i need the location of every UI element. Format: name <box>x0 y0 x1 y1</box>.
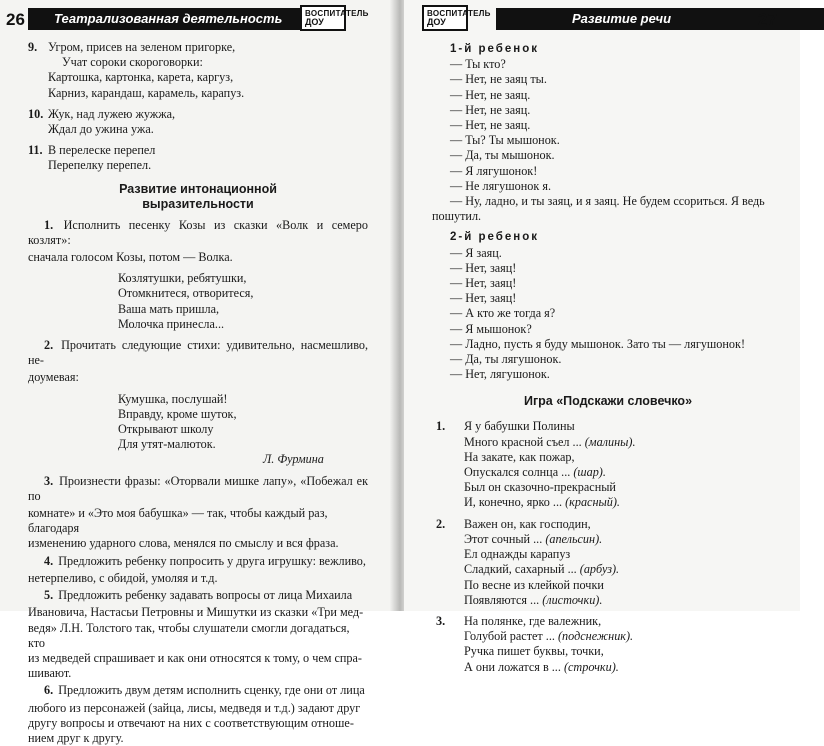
task-text: сначала голосом Козы, потом — Волка. <box>28 250 233 265</box>
task-text: нетерпеливо, с обидой, умоляя и т.д. <box>28 570 218 585</box>
riddle-text: Важен он, как господин, <box>464 516 591 531</box>
page-number: 27 <box>758 10 777 29</box>
game-heading: Игра «Подскажи словечко» <box>523 394 693 409</box>
verse-line: Угром, присев на зеленом пригорке, <box>48 40 236 54</box>
item-number: 11. <box>28 143 43 158</box>
journal-logo <box>300 5 369 31</box>
task-text: любого из персонажей (зайца, лисы, медведя и т.д.) задают друг <box>28 700 361 715</box>
task-text: комнате» и «Это моя бабушка» — так, чтобы каждый раз, благодаря <box>28 506 328 536</box>
verse-line: Кумушка, послушай! <box>118 391 228 406</box>
dialogue-line: — Нет, не заяц. <box>450 87 531 102</box>
riddle-1 <box>432 419 784 510</box>
task-2 <box>28 338 368 368</box>
verse-line: Козлятушки, ребятушки, <box>118 271 247 286</box>
task-text: другу вопросы и отвечают на них с соответствующим отноше- <box>28 715 354 730</box>
dialogue-line: — Не лягушонок я. <box>450 178 551 193</box>
dialogue-line: — Я лягушонок! <box>450 163 538 178</box>
riddle-text: Голубой растет ... <box>464 629 558 644</box>
logo-text: ВОСПИТАТЕЛЬ <box>305 9 369 18</box>
riddle-answer: (малины). <box>584 434 636 449</box>
task-text: Исполнить песенку Козы из сказки «Волк и семеро козлят»: <box>28 217 368 247</box>
riddle-text: А они ложатся в ... <box>464 659 564 674</box>
item-number: 3. <box>436 613 446 628</box>
task-6 <box>28 683 368 698</box>
task-text: Произнести фразы: «Оторвали мишке лапу», «Побежал ек по <box>28 473 368 503</box>
riddle-text: Я у бабушки Полины <box>464 419 575 434</box>
riddle-answer: (строчки). <box>563 659 619 674</box>
verse-line: Для утят-малюток. <box>118 437 216 452</box>
riddle-text: На полянке, где валежник, <box>464 613 602 628</box>
left-column <box>28 40 368 746</box>
riddle-line <box>464 495 636 510</box>
riddle-line <box>464 562 619 577</box>
task-text: Предложить ребенку задавать вопросы от лица Михаила <box>58 588 353 603</box>
dialogue-line: — Нет, не заяц. <box>450 118 531 133</box>
riddle-line <box>464 465 636 480</box>
riddle-answer: (апельсин). <box>545 531 603 546</box>
verse-line: В перелеске перепел <box>48 143 156 158</box>
tongue-twister-9 <box>28 40 368 101</box>
riddle-text: Много красной съел ... <box>464 434 585 449</box>
task-1 <box>28 218 368 248</box>
task-number: 1. <box>44 217 54 232</box>
section-heading <box>28 182 368 212</box>
riddle-line <box>464 419 636 434</box>
task-number: 3. <box>44 473 54 488</box>
dialogue-line: — Нет, лягушонок. <box>450 367 550 382</box>
dialogue-line: — Ты? Ты мышонок. <box>450 133 560 148</box>
riddle-3 <box>432 614 784 675</box>
riddle-text: Ел однажды карапуз <box>464 547 571 562</box>
poem-author: Л. Фурмина <box>263 452 324 467</box>
riddle-answer: (красный). <box>565 495 620 510</box>
left-page <box>0 0 394 745</box>
riddle-text: Был он сказочно-прекрасный <box>464 480 616 495</box>
riddle-answer: (шар). <box>573 465 606 480</box>
task-number: 4. <box>44 553 54 568</box>
role-label: 2-й ребенок <box>450 231 539 244</box>
logo-text: ВОСПИТАТЕЛЬ <box>427 9 491 18</box>
dialogue-line: — Нет, заяц! <box>450 291 517 306</box>
task-text: из медведей спрашивает и как они относятся к тому, о чем спра- <box>28 650 362 665</box>
riddle-text: Этот сочный ... <box>464 531 546 546</box>
dialogue-line: — Ты кто? <box>450 57 506 72</box>
riddle-line <box>464 614 633 629</box>
tongue-twister-11 <box>28 143 368 173</box>
heading-line: выразительности <box>142 196 254 211</box>
item-number: 10. <box>28 106 44 121</box>
task-text: Предложить ребенку попросить у друга игрушку: вежливо, <box>58 553 366 568</box>
page-number: 26 <box>6 10 25 29</box>
task-text: Прочитать следующие стихи: удивительно, насмешливо, не- <box>28 338 369 368</box>
riddle-line <box>464 435 636 450</box>
heading-line: Развитие интонационной <box>119 181 277 196</box>
item-number: 9. <box>28 40 38 54</box>
dialogue-line: — Нет, не заяц ты. <box>450 72 547 87</box>
riddle-line <box>464 578 619 593</box>
riddle-text: Появляются ... <box>464 592 543 607</box>
verse-line: Молочка принесла... <box>118 316 225 331</box>
task-text: изменению ударного слова, менялся по смыслу и вся фраза. <box>28 536 339 551</box>
dialogue-line: — Ну, ладно, и ты заяц, и я заяц. Не будем ссориться. Я ведь <box>450 194 765 209</box>
journal-logo <box>422 5 491 31</box>
riddle-text: И, конечно, ярко ... <box>464 495 566 510</box>
item-number: 1. <box>436 419 446 434</box>
task-text: ведя» Л.Н. Толстого так, чтобы слушатели смогли догадаться, кто <box>28 620 350 650</box>
song-verse <box>118 271 368 332</box>
riddle-line <box>464 532 619 547</box>
role-label: 1-й ребенок <box>450 43 539 55</box>
riddle-line <box>464 480 636 495</box>
dialogue-2 <box>450 246 784 383</box>
riddle-line <box>464 660 633 675</box>
task-text: нием друг к другу. <box>28 730 124 745</box>
right-column <box>432 40 784 681</box>
running-header: Театрализованная деятельность <box>28 8 320 30</box>
dialogue-line: — Нет, не заяц. <box>450 102 531 117</box>
dialogue-1 <box>450 57 784 194</box>
right-page <box>404 0 800 674</box>
tongue-twister-10 <box>28 107 368 137</box>
verse-line: Карниз, карандаш, карамель, карапуз. <box>48 85 245 100</box>
task-number: 5. <box>44 588 54 603</box>
verse-line: Картошка, картонка, карета, каргуз, <box>48 70 234 85</box>
task-text: доумевая: <box>28 370 79 385</box>
riddle-text: Опускался солнца ... <box>464 465 574 480</box>
task-number: 2. <box>44 338 54 353</box>
verse-line: Жук, над лужею жужжа, <box>48 106 176 121</box>
riddle-line <box>464 593 619 608</box>
riddle-text: Ручка пишет буквы, точки, <box>464 644 604 659</box>
dialogue-line: — Да, ты лягушонок. <box>450 352 562 367</box>
task-5 <box>28 588 368 603</box>
logo-text: ДОУ <box>305 17 324 27</box>
verse-line: Ждал до ужина ужа. <box>48 122 154 137</box>
verse-line: Учат сороки скороговорки: <box>62 55 203 70</box>
verse-line: Перепелку перепел. <box>48 158 152 173</box>
task-number: 6. <box>44 683 54 698</box>
verse-line: Вправду, кроме шуток, <box>118 406 237 421</box>
dialogue-line: — Да, ты мышонок. <box>450 148 555 163</box>
running-header: Развитие речи <box>496 8 824 30</box>
logo-text: ДОУ <box>427 17 446 27</box>
riddle-text: На закате, как пожар, <box>464 449 575 464</box>
task-text: Ивановича, Настасьи Петровны и Мишутки из сказки «Три мед- <box>28 605 364 620</box>
verse-line: Открывают школу <box>118 422 214 437</box>
riddle-line <box>464 517 619 532</box>
task-3 <box>28 474 368 504</box>
riddle-answer: (подснежник). <box>558 629 634 644</box>
riddle-line <box>464 547 619 562</box>
poem-verse <box>118 392 368 468</box>
task-text: шивают. <box>28 666 72 681</box>
dialogue-line: — Нет, заяц! <box>450 276 517 291</box>
riddle-line <box>464 629 633 644</box>
riddle-line <box>464 450 636 465</box>
item-number: 2. <box>436 516 446 531</box>
dialogue-line: — Ладно, пусть я буду мышонок. Зато ты — лягушонок! <box>450 336 745 351</box>
dialogue-line: — Нет, заяц! <box>450 260 517 275</box>
riddle-text: По весне из клейкой почки <box>464 577 604 592</box>
riddle-line <box>464 644 633 659</box>
dialogue-line: — А кто же тогда я? <box>450 306 556 321</box>
dialogue-line: — Я мышонок? <box>450 321 532 336</box>
riddle-answer: (арбуз). <box>579 562 620 577</box>
riddle-2 <box>432 517 784 608</box>
riddle-answer: (листочки). <box>542 592 603 607</box>
task-text: Предложить двум детям исполнить сценку, где они от лица <box>58 683 365 698</box>
task-4 <box>28 554 368 569</box>
dialogue-line: — Я заяц. <box>450 245 502 260</box>
verse-line: Ваша мать пришла, <box>118 301 220 316</box>
riddle-text: Сладкий, сахарный ... <box>464 562 580 577</box>
verse-line: Отомкнитеся, отворитеся, <box>118 286 254 301</box>
dialogue-line: пошутил. <box>432 209 482 224</box>
